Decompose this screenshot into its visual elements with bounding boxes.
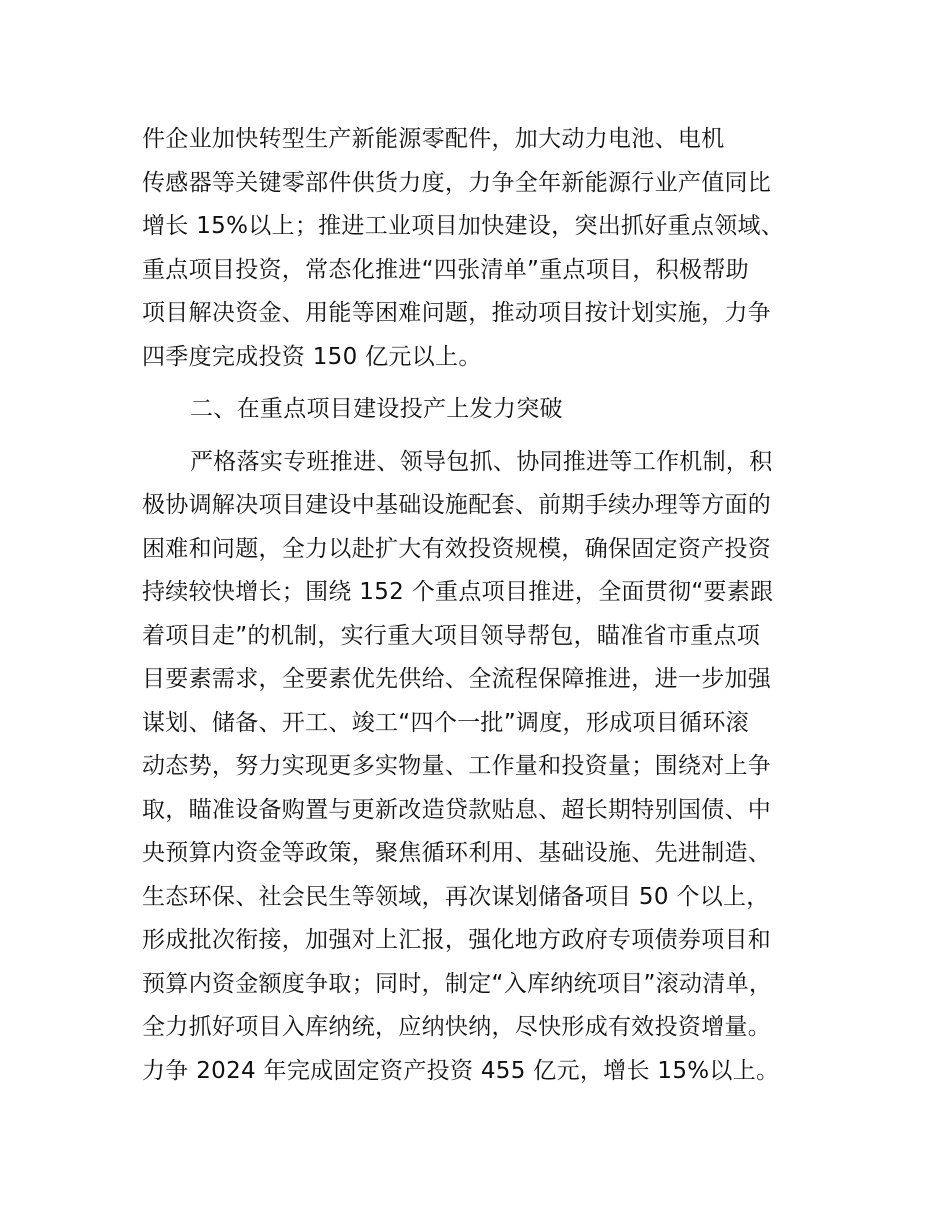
paragraph-2-line-4: 持续较快增长；围绕 152 个重点项目推进，全面贯彻“要素跟 [142, 579, 774, 605]
paragraph-2-line-9: 取，瞄准设备购置与更新改造贷款贴息、超长期特别国债、中 [142, 797, 772, 823]
paragraph-2-line-15: 力争 2024 年完成固定资产投资 455 亿元，增长 15%以上。 [142, 1058, 780, 1084]
paragraph-2-line-14: 全力抓好项目入库纳统，应纳快纳，尽快形成有效投资增量。 [142, 1014, 772, 1040]
paragraph-1-line-1: 件企业加快转型生产新能源零配件，加大动力电池、电机 [142, 126, 725, 152]
paragraph-2-line-6: 目要素需求，全要素优先供给、全流程保障推进，进一步加强 [142, 666, 772, 692]
paragraph-1-line-3: 增长 15%以上；推进工业项目加快建设，突出抓好重点领域、 [142, 213, 785, 239]
paragraph-1-line-2: 传感器等关键零部件供货力度，力争全年新能源行业产值同比 [142, 170, 772, 196]
paragraph-1-line-5: 项目解决资金、用能等困难问题，推动项目按计划实施，力争 [142, 300, 772, 326]
paragraph-2-line-10: 央预算内资金等政策，聚焦循环利用、基础设施、先进制造、 [142, 840, 772, 866]
paragraph-2-line-12: 形成批次衔接，加强对上汇报，强化地方政府专项债券项目和 [142, 927, 772, 953]
paragraph-2-line-1: 严格落实专班推进、领导包抓、协同推进等工作机制，积 [190, 449, 773, 475]
paragraph-2-line-11: 生态环保、社会民生等领域，再次谋划储备项目 50 个以上， [142, 884, 770, 910]
paragraph-1-line-4: 重点项目投资，常态化推进“四张清单”重点项目，积极帮助 [142, 257, 749, 283]
paragraph-2-line-13: 预算内资金额度争取；同时，制定“入库纳统项目”滚动清单， [142, 971, 773, 997]
paragraph-1-line-6: 四季度完成投资 150 亿元以上。 [142, 344, 482, 370]
paragraph-2-line-2: 极协调解决项目建设中基础设施配套、前期手续办理等方面的 [142, 492, 772, 518]
paragraph-2-line-8: 动态势，努力实现更多实物量、工作量和投资量；围绕对上争 [142, 753, 772, 779]
paragraph-2-line-7: 谋划、储备、开工、竣工“四个一批”调度，形成项目循环滚 [142, 710, 749, 736]
paragraph-2-line-3: 困难和问题，全力以赴扩大有效投资规模，确保固定资产投资 [142, 536, 772, 562]
paragraph-2-line-5: 着项目走”的机制，实行重大项目领导帮包，瞄准省市重点项 [142, 623, 761, 649]
section-heading: 二、在重点项目建设投产上发力突破 [190, 396, 563, 422]
